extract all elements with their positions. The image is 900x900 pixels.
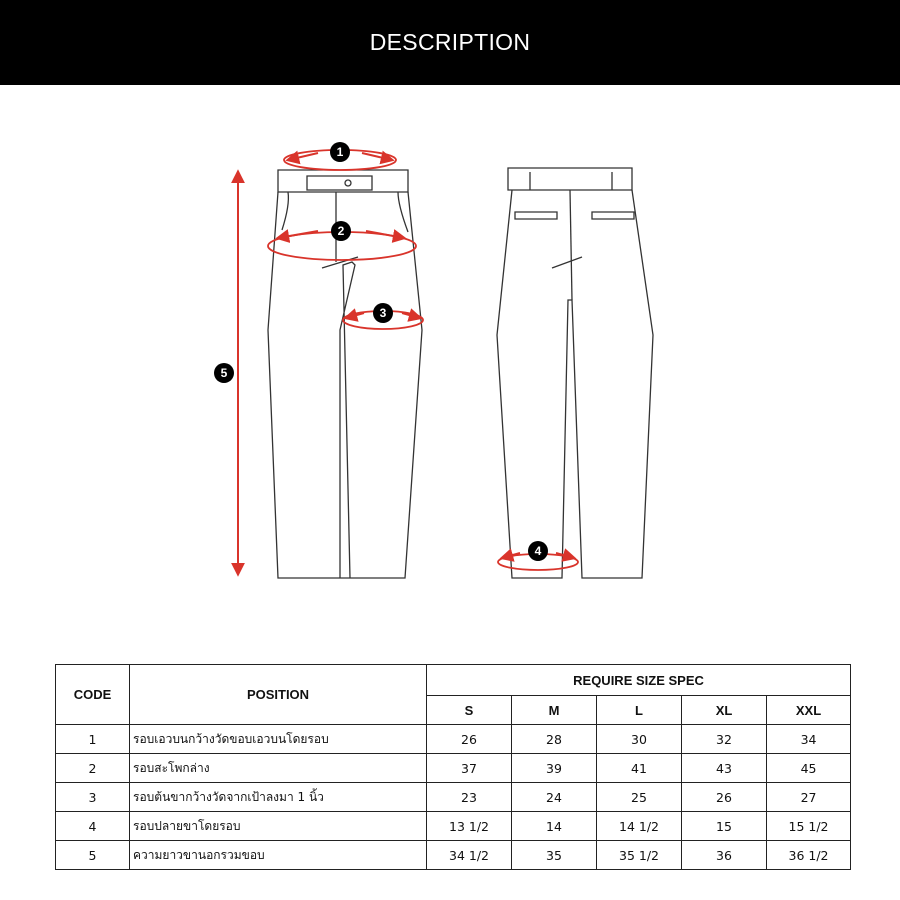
header-bar — [0, 0, 900, 85]
row-value-m: 14 — [512, 812, 597, 841]
marker-number-1: 1 — [336, 145, 344, 159]
table-row — [56, 754, 851, 783]
row-code: 5 — [56, 841, 130, 870]
row-value-l: 41 — [597, 754, 682, 783]
row-value-xl: 26 — [682, 783, 767, 812]
row-value-s: 23 — [427, 783, 512, 812]
row-value-xxl: 15 1/2 — [767, 812, 851, 841]
size-header-xxl: XXL — [767, 696, 851, 725]
row-position: ความยาวขานอกรวมขอบ — [130, 841, 427, 870]
row-value-l: 14 1/2 — [597, 812, 682, 841]
row-value-l: 25 — [597, 783, 682, 812]
measure-marker-2 — [268, 221, 416, 260]
row-value-xl: 36 — [682, 841, 767, 870]
row-position: รอบสะโพกล่าง — [130, 754, 427, 783]
row-value-xxl: 27 — [767, 783, 851, 812]
pants-diagram — [0, 100, 900, 600]
page-title: DESCRIPTION — [369, 29, 531, 55]
row-value-xxl: 36 1/2 — [767, 841, 851, 870]
row-value-l: 30 — [597, 725, 682, 754]
marker-number-2: 2 — [337, 224, 345, 238]
row-value-m: 24 — [512, 783, 597, 812]
table-row — [56, 725, 851, 754]
position-header: POSITION — [130, 665, 427, 725]
table-row — [56, 841, 851, 870]
code-header: CODE — [56, 665, 130, 725]
spec-header: REQUIRE SIZE SPEC — [427, 665, 851, 696]
row-code: 3 — [56, 783, 130, 812]
row-value-xxl: 34 — [767, 725, 851, 754]
marker-number-5: 5 — [220, 366, 228, 380]
table-row — [56, 783, 851, 812]
size-header-l: L — [597, 696, 682, 725]
row-position: รอบเอวบนกว้างวัดขอบเอวบนโดยรอบ — [130, 725, 427, 754]
marker-number-3: 3 — [379, 306, 387, 320]
marker-number-4: 4 — [534, 544, 542, 558]
size-header-s: S — [427, 696, 512, 725]
row-value-xl: 32 — [682, 725, 767, 754]
measure-marker-5 — [214, 172, 238, 574]
size-header-xl: XL — [682, 696, 767, 725]
size-spec-table — [55, 664, 851, 870]
row-value-s: 34 1/2 — [427, 841, 512, 870]
row-value-l: 35 1/2 — [597, 841, 682, 870]
row-value-s: 37 — [427, 754, 512, 783]
row-code: 2 — [56, 754, 130, 783]
row-value-xl: 15 — [682, 812, 767, 841]
back-pants-drawing — [497, 168, 653, 578]
row-value-m: 39 — [512, 754, 597, 783]
row-value-xxl: 45 — [767, 754, 851, 783]
measure-marker-1 — [284, 142, 396, 170]
row-value-m: 28 — [512, 725, 597, 754]
row-value-m: 35 — [512, 841, 597, 870]
table-row — [56, 812, 851, 841]
row-value-s: 13 1/2 — [427, 812, 512, 841]
row-value-s: 26 — [427, 725, 512, 754]
row-value-xl: 43 — [682, 754, 767, 783]
row-position: รอบปลายขาโดยรอบ — [130, 812, 427, 841]
size-header-m: M — [512, 696, 597, 725]
measure-marker-3 — [343, 303, 423, 329]
row-position: รอบต้นขากว้างวัดจากเป้าลงมา 1 นิ้ว — [130, 783, 427, 812]
row-code: 1 — [56, 725, 130, 754]
row-code: 4 — [56, 812, 130, 841]
